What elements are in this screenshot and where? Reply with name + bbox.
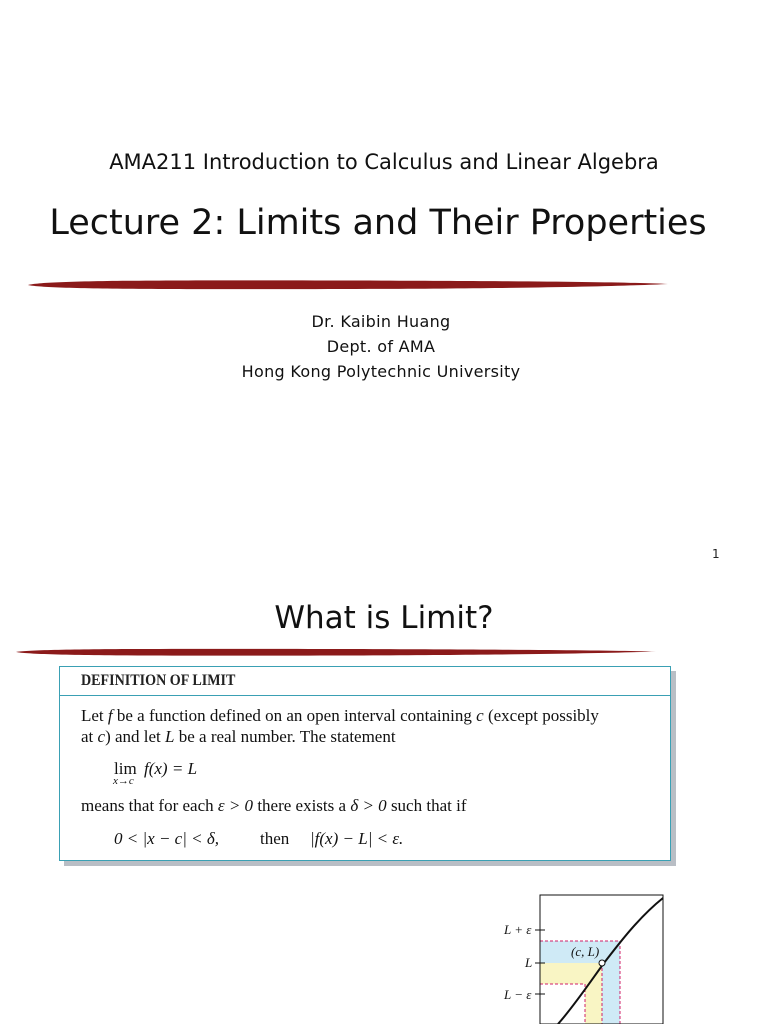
definition-box <box>59 666 671 861</box>
limit-operator: lim <box>114 759 137 778</box>
author-name: Dr. Kaibin Huang <box>311 312 451 331</box>
definition-line-2: at c) and let L be a real number. The statement <box>81 727 396 746</box>
label-l-plus-epsilon: L + ε <box>504 922 532 937</box>
label-point-c-l: (c, L) <box>571 944 600 959</box>
right-delta-band <box>602 963 620 1024</box>
definition-header <box>60 667 670 696</box>
label-l: L <box>525 955 533 970</box>
author-university: Hong Kong Polytechnic University <box>241 362 521 381</box>
title-divider <box>26 278 671 292</box>
limit-expression: f(x) = L <box>144 759 198 778</box>
course-title: AMA211 Introduction to Calculus and Linear Algebra <box>109 150 659 174</box>
lecture-title: Lecture 2: Limits and Their Properties <box>49 203 707 243</box>
lower-epsilon-band <box>540 963 602 984</box>
page-number: 1 <box>712 547 720 561</box>
then-word: then <box>260 829 290 848</box>
limit-subscript: x→c <box>113 775 134 787</box>
left-delta-band <box>585 984 602 1024</box>
limit-point <box>599 960 605 966</box>
definition-heading: DEFINITION OF LIMIT <box>81 672 236 689</box>
slide-title: What is Limit? <box>274 600 494 636</box>
label-l-minus-epsilon: L − ε <box>504 987 532 1002</box>
delta-condition: 0 < |x − c| < δ, <box>114 829 220 848</box>
definition-means-line: means that for each ε > 0 there exists a δ > 0 such that if <box>81 796 467 815</box>
slide-title-divider <box>14 646 659 658</box>
epsilon-condition: |f(x) − L| < ε. <box>310 829 404 848</box>
definition-line-1: Let f be a function defined on an open interval containing c (except possibly <box>81 706 599 725</box>
author-department: Dept. of AMA <box>326 337 436 356</box>
